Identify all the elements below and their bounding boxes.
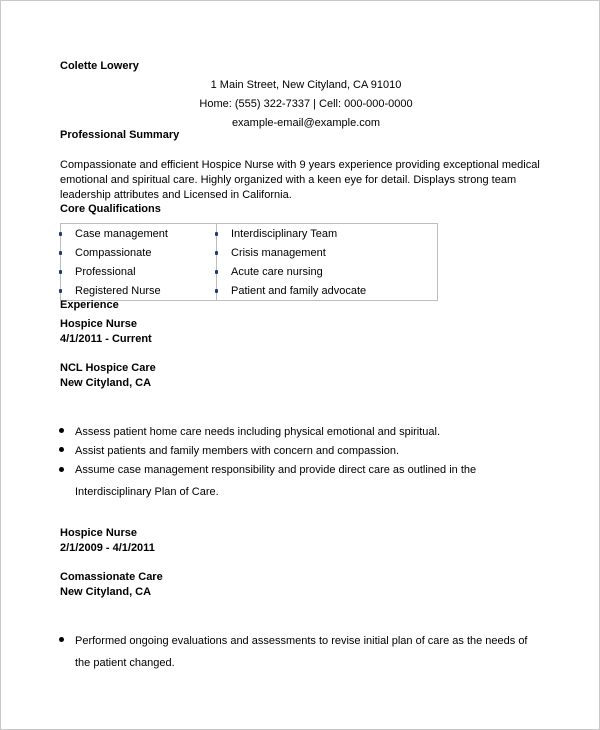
qualification-item: Professional bbox=[75, 265, 136, 279]
bullet-icon bbox=[215, 251, 218, 255]
bullet-icon bbox=[59, 467, 64, 472]
qualifications-table bbox=[60, 223, 438, 301]
job-company: Comassionate Care bbox=[60, 571, 163, 583]
qualification-item: Acute care nursing bbox=[231, 265, 323, 279]
qualifications-heading: Core Qualifications bbox=[60, 203, 161, 215]
qualification-item: Registered Nurse bbox=[75, 284, 161, 298]
qualification-item: Crisis management bbox=[231, 246, 326, 260]
summary-heading: Professional Summary bbox=[60, 129, 180, 141]
bullet-icon bbox=[59, 251, 62, 255]
job-bullet: Assume case management responsibility and provide direct care as outlined in the Interdisciplinary Plan of Care. bbox=[75, 464, 477, 498]
bullet-icon bbox=[59, 270, 62, 274]
job-location: New Cityland, CA bbox=[60, 377, 152, 389]
job-company: NCL Hospice Care bbox=[60, 362, 156, 374]
job-bullet: Assess patient home care needs including physical emotional and spiritual. bbox=[75, 426, 441, 438]
bullet-icon bbox=[59, 637, 64, 642]
job-location: New Cityland, CA bbox=[60, 586, 152, 598]
email-line: example-email@example.com bbox=[231, 117, 381, 129]
experience-heading: Experience bbox=[60, 299, 119, 311]
qualification-item: Case management bbox=[75, 227, 168, 241]
qualification-item: Interdisciplinary Team bbox=[231, 227, 337, 241]
job-dates: 2/1/2009 - 4/1/2011 bbox=[60, 542, 155, 554]
bullet-icon bbox=[215, 289, 218, 293]
bullet-icon bbox=[59, 428, 64, 433]
qualifications-right-column bbox=[216, 224, 405, 300]
qualification-item: Compassionate bbox=[75, 246, 151, 260]
job-bullet: Assist patients and family members with concern and compassion. bbox=[75, 445, 400, 457]
summary-text: Compassionate and efficient Hospice Nurse with 9 years experience providing exceptional medical emotional and spiritual care. Highly organized with a keen eye for detail. Displays strong team leadership attributes and Licensed in California. bbox=[60, 159, 540, 201]
job-title: Hospice Nurse bbox=[60, 318, 138, 330]
qualification-item: Patient and family advocate bbox=[231, 284, 366, 298]
bullet-icon bbox=[215, 270, 218, 274]
phone-line: Home: (555) 322-7337 | Cell: 000-000-0000 bbox=[199, 98, 413, 110]
job-title: Hospice Nurse bbox=[60, 527, 138, 539]
bullet-icon bbox=[215, 232, 218, 236]
address-line: 1 Main Street, New Cityland, CA 91010 bbox=[210, 79, 402, 91]
bullet-icon bbox=[59, 232, 62, 236]
bullet-icon bbox=[59, 289, 62, 293]
job-bullet: Performed ongoing evaluations and assessments to revise initial plan of care as the needs of the patient changed. bbox=[75, 635, 528, 669]
bullet-icon bbox=[59, 447, 64, 452]
job-dates: 4/1/2011 - Current bbox=[60, 333, 152, 345]
candidate-name: Colette Lowery bbox=[60, 60, 139, 72]
